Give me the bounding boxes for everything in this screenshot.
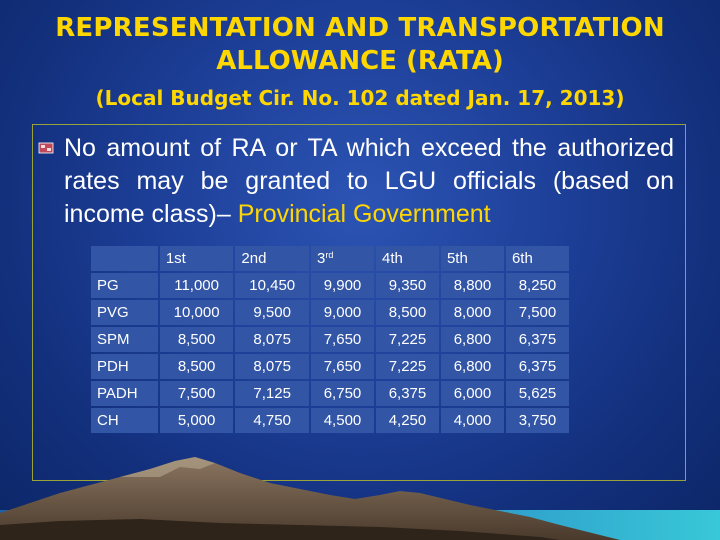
table-cell: 10,450: [235, 273, 309, 298]
table-cell: 6,375: [376, 381, 439, 406]
table-cell: 7,225: [376, 327, 439, 352]
table-row: [91, 381, 569, 406]
table-cell: 6,800: [441, 327, 504, 352]
column-header: 5th: [441, 246, 504, 271]
column-header: 3rd: [311, 246, 374, 271]
table-cell: 10,000: [160, 300, 234, 325]
slide-title-line2: ALLOWANCE (RATA): [216, 46, 504, 76]
column-header: 1st: [160, 246, 234, 271]
table-cell: 7,225: [376, 354, 439, 379]
table-cell: 6,000: [441, 381, 504, 406]
table-cell: 9,500: [235, 300, 309, 325]
column-header: 4th: [376, 246, 439, 271]
table-row: [91, 408, 569, 433]
table-row: [91, 354, 569, 379]
table-cell: 8,000: [441, 300, 504, 325]
mountain-landscape-decoration: [0, 455, 720, 540]
table-corner-cell: [91, 246, 158, 271]
table-cell: 8,500: [160, 354, 234, 379]
table-cell: 4,750: [235, 408, 309, 433]
table-cell: 9,900: [311, 273, 374, 298]
table-cell: 4,000: [441, 408, 504, 433]
table-cell: 8,500: [376, 300, 439, 325]
row-label: PADH: [91, 381, 158, 406]
table-cell: 3,750: [506, 408, 569, 433]
table-cell: 8,800: [441, 273, 504, 298]
table-cell: 4,500: [311, 408, 374, 433]
row-label: PG: [91, 273, 158, 298]
table-row: [91, 273, 569, 298]
table-cell: 5,000: [160, 408, 234, 433]
table-cell: 7,125: [235, 381, 309, 406]
table-cell: 11,000: [160, 273, 234, 298]
table-cell: 7,500: [160, 381, 234, 406]
table-cell: 8,500: [160, 327, 234, 352]
table-cell: 4,250: [376, 408, 439, 433]
column-header: 2nd: [235, 246, 309, 271]
table-cell: 7,650: [311, 354, 374, 379]
table-row: [91, 327, 569, 352]
table-cell: 6,800: [441, 354, 504, 379]
table-cell: 6,750: [311, 381, 374, 406]
row-label: PDH: [91, 354, 158, 379]
table-cell: 8,075: [235, 354, 309, 379]
slide-subtitle: (Local Budget Cir. No. 102 dated Jan. 17, 2013): [95, 86, 625, 110]
table-cell: 6,375: [506, 327, 569, 352]
table-cell: 8,075: [235, 327, 309, 352]
bullet-highlight: Provincial Government: [237, 200, 491, 228]
table-cell: 5,625: [506, 381, 569, 406]
table-cell: 9,350: [376, 273, 439, 298]
slide-title-line1: REPRESENTATION AND TRANSPORTATION: [55, 13, 665, 43]
table-cell: 6,375: [506, 354, 569, 379]
row-label: PVG: [91, 300, 158, 325]
table-row: [91, 300, 569, 325]
table-cell: 8,250: [506, 273, 569, 298]
row-label: CH: [91, 408, 158, 433]
bullet-paragraph: [64, 132, 674, 231]
table-cell: 7,500: [506, 300, 569, 325]
row-label: SPM: [91, 327, 158, 352]
column-header: 6th: [506, 246, 569, 271]
rata-rates-table: [89, 244, 571, 435]
table-cell: 7,650: [311, 327, 374, 352]
bullet-text: No amount of RA or TA which exceed the authorized rates may be granted to LGU officials (based on income class)–: [64, 134, 674, 228]
bullet-icon: [38, 141, 54, 155]
table-header-row: [91, 246, 569, 271]
table-cell: 9,000: [311, 300, 374, 325]
